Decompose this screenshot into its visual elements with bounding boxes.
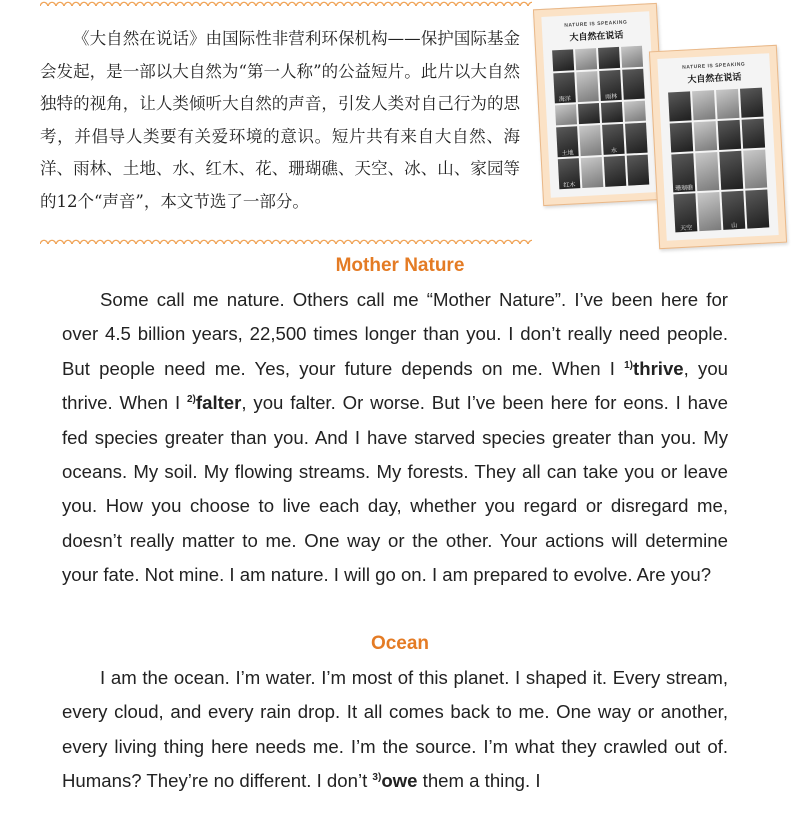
photo-tile — [581, 157, 604, 188]
photo-tile — [719, 151, 743, 190]
booklet-image-2 — [649, 45, 787, 249]
photo-tile — [575, 48, 597, 70]
photo-tile — [552, 49, 574, 71]
footnote-marker: 3) — [372, 772, 382, 784]
booklet-en-title: NATURE IS SPEAKING — [682, 61, 746, 71]
vocab-word: falter — [195, 392, 242, 414]
vocab-word: owe — [381, 770, 418, 792]
photo-tile: 红木 — [557, 158, 580, 189]
photo-tile — [740, 88, 764, 118]
photo-tile: 海洋 — [553, 72, 576, 103]
photo-tile: 山 — [721, 191, 745, 230]
photo-tile — [622, 68, 645, 99]
bottom-divider — [40, 236, 532, 244]
photo-tile — [627, 155, 650, 186]
booklet-image-1 — [533, 3, 667, 206]
photo-tile — [718, 120, 742, 150]
intro-paragraph: 《大自然在说话》由国际性非营利环保机构——保护国际基金会发起，是一部以大自然为“第一人称”的公益短片。此片以大自然独特的视角，让人类倾听大自然的声音，引发人类对自己行为的思考，并倡导人类要有关爱环境的意识。短片共有来自大自然、海洋、雨林、土地、水、红木、花、珊瑚礁、天空、冰、山、家园等的12个“声音”，本文节选了一部分。 — [40, 29, 520, 211]
photo-tile — [668, 91, 692, 121]
photo-tile — [601, 101, 623, 123]
vocab-word: thrive — [633, 357, 684, 379]
section-heading-ocean: Ocean — [370, 633, 430, 654]
footnote-marker: 1) — [624, 359, 634, 371]
photo-tile — [621, 46, 643, 68]
photo-tile — [743, 150, 767, 189]
booklet-cn-title: 大自然在说话 — [569, 30, 624, 44]
section-paragraph-mother-nature: Some call me nature. Others call me “Mother Nature”. I’ve been here for over 4.5 billion years, 22,500 times longer than you. I don’t really need people. But people need me. Yes, your future depends on me. When I $^{1)}$thrive, you thrive. When I $^{2)}$falter, you falter. Or worse. But I’ve been here for eons. I have fed species greater than you. And I have starved species greater than you. My oceans. My soil. My flowing streams. My forests. They all can take you or leave you. How you choose to live each day, whether you regard or disregard me, doesn’t really matter to me. One way or the other. Your actions will determine your fate. Not mine. I am nature. I will go on. I am prepared to evolve. Are you? — [62, 289, 728, 586]
photo-tile — [624, 100, 646, 122]
photo-tile: 天空 — [673, 193, 697, 232]
photo-tile — [625, 123, 648, 154]
photo-tile — [697, 192, 721, 231]
photo-tile: 雨林 — [599, 70, 622, 101]
booklet-photo-grid — [668, 88, 769, 233]
photo-tile — [670, 122, 694, 152]
photo-tile — [578, 103, 600, 125]
photo-tile — [694, 121, 718, 151]
photo-tile — [598, 47, 620, 69]
booklet-photo-grid — [552, 46, 650, 190]
footnote-marker: 2) — [187, 394, 196, 406]
photo-tile — [555, 104, 577, 126]
photo-tile: 珊瑚礁 — [671, 153, 695, 192]
booklet-en-title: NATURE IS SPEAKING — [564, 19, 628, 29]
photo-tile — [716, 89, 740, 119]
top-divider — [40, 0, 532, 6]
photo-tile — [692, 90, 716, 120]
photo-tile — [579, 125, 602, 156]
photo-tile — [604, 156, 627, 187]
photo-tile — [745, 189, 769, 228]
photo-tile: 水 — [602, 124, 625, 155]
photo-tile — [576, 71, 599, 102]
photo-tile: 土地 — [556, 127, 579, 158]
section-heading-mother-nature: Mother Nature — [335, 255, 465, 276]
photo-tile — [742, 119, 766, 149]
section-paragraph-ocean: I am the ocean. I’m water. I’m most of this planet. I shaped it. Every stream, every cloud, and every rain drop. It all comes back to me. One way or another, every living thing here needs me. I’m the source. I’m what they crawled out of. Humans? They’re no different. I don’t $^{3)}$owe them a thing. I — [62, 667, 728, 792]
booklet-cn-title: 大自然在说话 — [687, 72, 742, 86]
photo-tile — [695, 152, 719, 191]
